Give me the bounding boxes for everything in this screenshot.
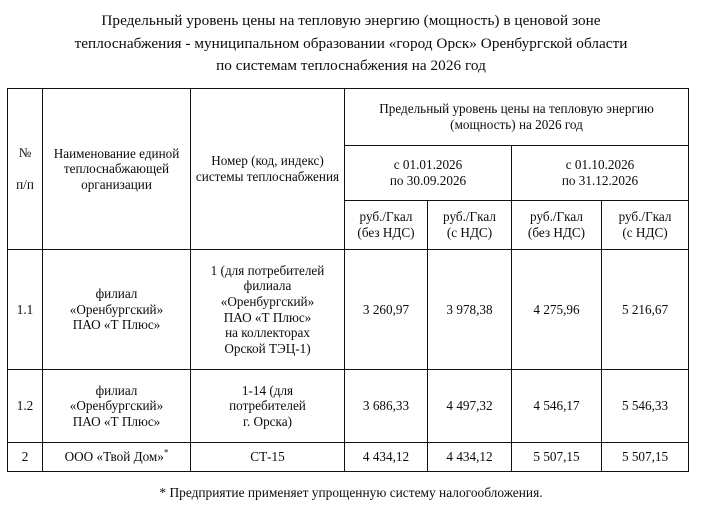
org-line: ПАО «Т Плюс» <box>72 413 161 429</box>
sys-line: Орской ТЭЦ-1) <box>224 340 311 356</box>
column-header-number-line-1: № <box>18 145 32 161</box>
unit-p2-no-vat-line-1: руб./Гкал <box>530 209 583 225</box>
period-1-line-1: с 01.01.2026 <box>393 157 463 173</box>
row-price-p2-vat: 5 216,67 <box>602 250 689 370</box>
column-header-organization: Наименование единой теплоснабжающей организации <box>43 89 191 250</box>
table-row <box>8 370 689 443</box>
unit-p1-vat-line-1: руб./Гкал <box>443 209 496 225</box>
sys-line: ПАО «Т Плюс» <box>223 309 312 325</box>
row-price-p2-no-vat: 4 546,17 <box>512 370 602 443</box>
row-price-p1-no-vat: 3 686,33 <box>345 370 428 443</box>
column-header-unit-p1-no-vat <box>345 201 428 250</box>
row-organization <box>43 250 191 370</box>
sys-line: 1 (для потребителей <box>210 262 325 278</box>
row-organization <box>43 370 191 443</box>
row-price-p1-no-vat: 4 434,12 <box>345 443 428 472</box>
row-index: 2 <box>8 443 43 472</box>
sys-line: на коллекторах <box>225 325 310 341</box>
row-index: 1.1 <box>8 250 43 370</box>
column-header-number <box>8 89 43 250</box>
row-price-p2-no-vat: 5 507,15 <box>512 443 602 472</box>
row-index: 1.2 <box>8 370 43 443</box>
tariff-table-container <box>7 88 688 472</box>
unit-p2-vat-line-2: (с НДС) <box>622 225 668 240</box>
row-system-number: СТ-15 <box>191 443 345 472</box>
sys-line: потребителей <box>229 398 306 414</box>
row-price-p2-vat: 5 507,15 <box>602 443 689 472</box>
unit-p1-no-vat-line-1: руб./Гкал <box>359 209 413 225</box>
sys-line: г. Орска) <box>243 413 292 429</box>
table-header <box>8 89 689 250</box>
page-title <box>22 10 680 78</box>
sys-line: 1-14 (для <box>241 382 294 398</box>
sys-line: «Оренбургский» <box>220 293 315 309</box>
column-header-period-2 <box>512 146 689 201</box>
row-price-p1-vat: 3 978,38 <box>428 250 512 370</box>
footnote-marker: * <box>163 447 169 458</box>
page-title-line-1: Предельный уровень цены на тепловую энергию (мощность) в ценовой зоне <box>101 12 601 29</box>
unit-p1-vat-line-2: (с НДС) <box>446 225 493 240</box>
unit-p2-vat-line-1: руб./Гкал <box>618 209 672 225</box>
sys-line: филиала <box>243 278 292 294</box>
org-line: филиал <box>95 286 138 302</box>
header-row-1 <box>8 89 689 146</box>
tariff-table <box>7 88 689 472</box>
unit-p1-no-vat-line-2: (без НДС) <box>357 225 415 240</box>
table-body <box>8 250 689 472</box>
column-header-unit-p2-vat <box>602 201 689 250</box>
page-title-line-3: по системам теплоснабжения на 2026 год <box>216 57 486 74</box>
org-line: «Оренбургский» <box>69 398 164 414</box>
row-system-number <box>191 370 345 443</box>
column-header-system-number: Номер (код, индекс) системы теплоснабжения <box>191 89 345 250</box>
row-price-p1-vat: 4 434,12 <box>428 443 512 472</box>
org-line: «Оренбургский» <box>69 301 164 317</box>
row-price-p1-vat: 4 497,32 <box>428 370 512 443</box>
period-2-line-2: по 31.12.2026 <box>561 173 639 188</box>
table-row <box>8 250 689 370</box>
page-title-line-2: теплоснабжения - муниципальном образовании «город Орск» Оренбургской области <box>74 34 628 52</box>
row-organization <box>43 443 191 472</box>
footnote: * Предприятие применяет упрощенную систему налогообложения. <box>159 485 543 500</box>
period-2-line-1: с 01.10.2026 <box>565 157 635 173</box>
column-header-unit-p1-vat <box>428 201 512 250</box>
table-row <box>8 443 689 472</box>
org-line: ПАО «Т Плюс» <box>72 317 161 333</box>
period-1-line-2: по 30.09.2026 <box>389 173 467 188</box>
row-system-number <box>191 250 345 370</box>
column-header-unit-p2-no-vat <box>512 201 602 250</box>
org-line: филиал <box>95 382 138 398</box>
column-header-number-line-2: п/п <box>16 177 34 192</box>
row-price-p2-vat: 5 546,33 <box>602 370 689 443</box>
org-line: ООО «Твой Дом» <box>64 449 164 465</box>
column-header-price-group: Предельный уровень цены на тепловую энергию (мощность) на 2026 год <box>345 89 689 146</box>
row-price-p1-no-vat: 3 260,97 <box>345 250 428 370</box>
column-header-period-1 <box>345 146 512 201</box>
unit-p2-no-vat-line-2: (без НДС) <box>527 225 586 240</box>
row-price-p2-no-vat: 4 275,96 <box>512 250 602 370</box>
